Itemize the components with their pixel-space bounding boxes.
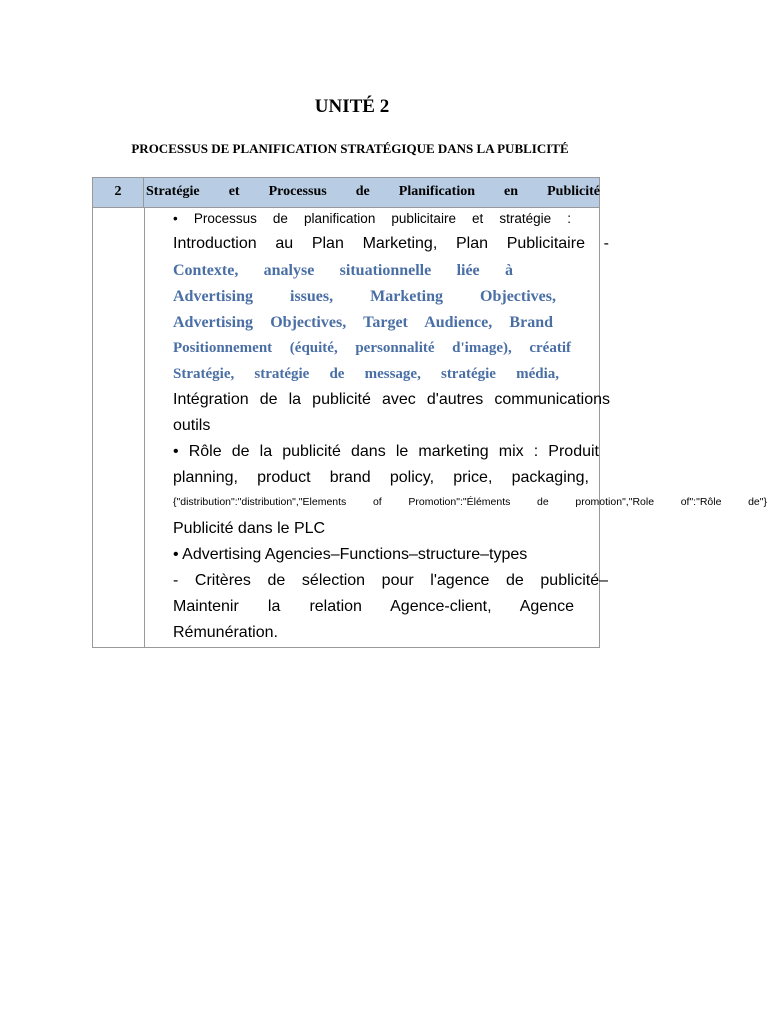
content-line: planning, product brand policy, price, packaging, xyxy=(173,469,589,486)
content-line: • Processus de planification publicitaire et stratégie : xyxy=(173,211,571,226)
unit-title: UNITÉ 2 xyxy=(314,96,390,117)
content-line: Rémunération. xyxy=(173,624,278,641)
content-line: Publicité dans le PLC xyxy=(173,520,326,537)
row-header-title: Stratégie et Processus de Planification en Publicité xyxy=(146,184,600,199)
content-line: • Advertising Agencies–Functions–structure–types xyxy=(173,546,528,563)
content-line: Positionnement (équité, personnalité d'image), créatif xyxy=(173,340,571,356)
column-divider xyxy=(144,208,145,648)
content-line: Contexte, analyse situationnelle liée à xyxy=(173,262,513,279)
content-line: outils xyxy=(173,417,211,434)
content-line: Intégration de la publicité avec d'autres communications xyxy=(173,391,610,408)
content-line: - Critères de sélection pour l'agence de publicité– xyxy=(173,572,608,589)
content-line: Stratégie, stratégie de message, stratégie média, xyxy=(173,366,559,382)
content-table xyxy=(92,177,767,648)
content-line: Introduction au Plan Marketing, Plan Publicitaire - xyxy=(173,235,609,252)
row-number: 2 xyxy=(93,178,144,207)
content-line: Maintenir la relation Agence-client, Agence xyxy=(173,598,574,615)
content-line: Advertising issues, Marketing Objectives, xyxy=(173,288,556,305)
table-header-row xyxy=(93,178,599,208)
content-line: • Rôle de la publicité dans le marketing mix : Produit xyxy=(173,443,599,460)
section-title: PROCESSUS DE PLANIFICATION STRATÉGIQUE DANS LA PUBLICITÉ xyxy=(131,141,569,156)
content-line: {"distribution":"distribution","Elements of Promotion":"Éléments de promotion","Role of":"Rôle de"} xyxy=(173,496,767,508)
content-line: Advertising Objectives, Target Audience, Brand xyxy=(173,314,553,331)
